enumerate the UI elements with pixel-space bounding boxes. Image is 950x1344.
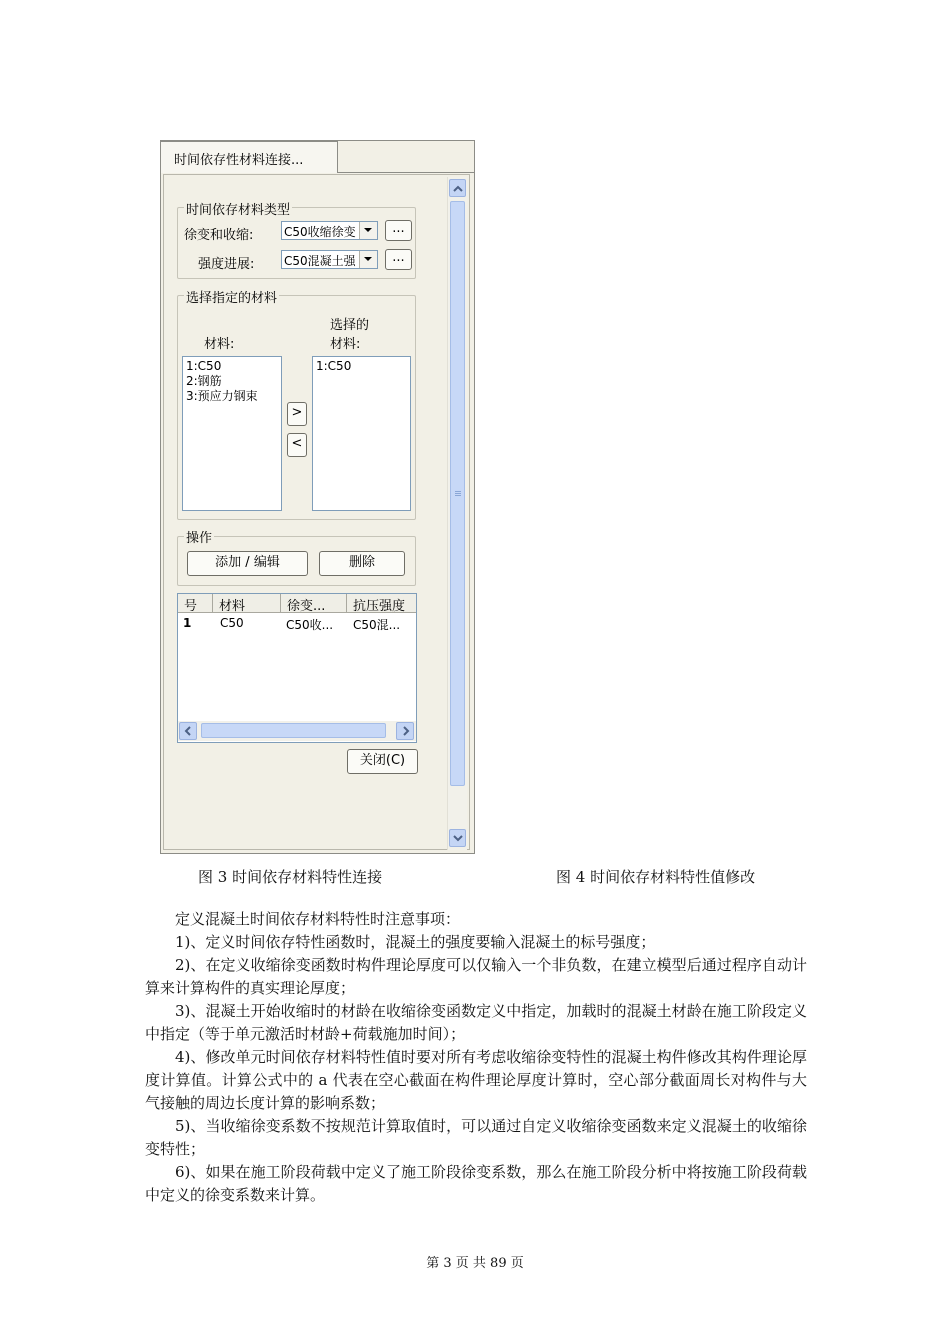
dropdown-arrow-icon xyxy=(359,222,377,239)
table-cell-strength: C50混... xyxy=(353,618,401,632)
notes-intro: 定义混凝土时间依存材料特性时注意事项： xyxy=(175,910,461,928)
table-header-number[interactable]: 号 xyxy=(178,594,213,613)
figure-4-caption: 图 4 时间依存材料特性值修改 xyxy=(556,868,756,886)
creep-shrinkage-value: C50收缩徐变 xyxy=(284,225,356,239)
selected-label-line2: 材料: xyxy=(330,337,361,352)
tab-divider xyxy=(337,172,475,173)
figure-3-caption: 图 3 时间依存材料特性连接 xyxy=(198,868,383,886)
table-header-material[interactable]: 材料 xyxy=(213,594,281,613)
dropdown-arrow-icon xyxy=(359,251,377,268)
table-cell-material: C50 xyxy=(220,616,244,630)
scroll-right-button[interactable] xyxy=(396,722,414,740)
strength-progress-select[interactable] xyxy=(281,250,378,269)
grip-line xyxy=(455,491,461,492)
note-item-1: 1)、定义时间依存特性函数时，混凝土的强度要输入混凝土的标号强度； xyxy=(175,933,656,951)
list-item[interactable]: 1:C50 xyxy=(186,359,222,373)
table-cell-number: 1 xyxy=(183,616,192,630)
chevron-down-icon xyxy=(453,835,463,842)
list-item[interactable]: 1:C50 xyxy=(316,359,352,373)
scroll-up-button[interactable] xyxy=(449,179,466,197)
note-item-2: 2)、在定义收缩徐变函数时构件理论厚度可以仅输入一个非负数，在建立模型后通过程序自动计算来计算构件的真实理论厚度； xyxy=(145,956,807,997)
vertical-scroll-thumb[interactable] xyxy=(450,201,465,786)
scroll-down-button[interactable] xyxy=(449,829,466,847)
chevron-right-icon xyxy=(402,726,410,736)
remove-material-button[interactable] xyxy=(287,433,307,457)
chevron-left-icon xyxy=(184,726,192,736)
note-item-3: 3)、混凝土开始收缩时的材龄在收缩徐变函数定义中指定，加载时的混凝土材龄在施工阶段定义中指定（等于单元激活时材龄+荷载施加时间）； xyxy=(145,1002,807,1043)
creep-browse-label: ... xyxy=(392,221,405,236)
list-item[interactable]: 3:预应力钢束 xyxy=(186,389,258,403)
table-header-strength[interactable]: 抗压强度 xyxy=(347,594,417,613)
list-item[interactable]: 2:钢筋 xyxy=(186,374,222,388)
note-item-6: 6)、如果在施工阶段荷载中定义了施工阶段徐变系数，那么在施工阶段分析中将按施工阶段荷载中定义的徐变系数来计算。 xyxy=(145,1163,807,1204)
note-item-4: 4)、修改单元时间依存材料特性值时要对所有考虑收缩徐变特性的混凝土构件修改其构件理论厚度计算值。计算公式中的 a 代表在空心截面在构件理论厚度计算时，空心部分截面周长对构件与大气接触的周边长度计算的影响系数； xyxy=(145,1048,807,1112)
close-button[interactable] xyxy=(347,749,418,774)
note-item-5: 5)、当收缩徐变系数不按规范计算取值时，可以通过自定义收缩徐变函数来定义混凝土的收缩徐变特性； xyxy=(145,1117,807,1158)
strength-browse-button[interactable] xyxy=(385,249,412,270)
table-header-creep[interactable]: 徐变... xyxy=(281,594,347,613)
creep-browse-button[interactable] xyxy=(385,220,412,241)
table-cell-creep: C50收... xyxy=(286,618,334,632)
strength-progress-label: 强度进展: xyxy=(198,257,255,272)
horizontal-scrollbar[interactable] xyxy=(178,721,416,741)
delete-button-label: 删除 xyxy=(348,555,375,570)
materials-label: 材料: xyxy=(204,337,235,352)
page-footer: 第 3 页 共 89 页 xyxy=(426,1256,524,1271)
materials-listbox[interactable] xyxy=(182,356,282,511)
add-edit-button-label: 添加 / 编辑 xyxy=(215,555,280,570)
chevron-up-icon xyxy=(453,185,463,192)
arrow-left-icon: < xyxy=(291,436,303,451)
add-material-button[interactable] xyxy=(287,402,307,426)
selected-label-line1: 选择的 xyxy=(330,318,370,333)
arrow-right-icon: > xyxy=(291,405,303,420)
grip-line xyxy=(455,495,461,496)
horizontal-scroll-thumb[interactable] xyxy=(201,723,386,738)
group-operations-title: 操作 xyxy=(184,527,214,546)
strength-progress-value: C50混凝土强 xyxy=(284,254,356,268)
tab-time-dependent-material-link[interactable] xyxy=(160,141,338,173)
grip-line xyxy=(455,493,461,494)
delete-button[interactable] xyxy=(319,551,405,576)
tab-label: 时间依存性材料连接... xyxy=(174,153,304,168)
group-material-type-title: 时间依存材料类型 xyxy=(184,199,292,218)
group-select-materials-title: 选择指定的材料 xyxy=(184,287,279,306)
vertical-scrollbar[interactable] xyxy=(447,177,467,850)
add-edit-button[interactable] xyxy=(187,551,308,576)
scroll-left-button[interactable] xyxy=(179,722,197,740)
creep-shrinkage-label: 徐变和收缩: xyxy=(184,228,254,243)
notes-section xyxy=(145,908,807,1207)
creep-shrinkage-select[interactable] xyxy=(281,221,378,240)
strength-browse-label: ... xyxy=(392,250,405,265)
close-button-label: 关闭(C) xyxy=(359,753,406,768)
selected-materials-listbox[interactable] xyxy=(312,356,411,511)
